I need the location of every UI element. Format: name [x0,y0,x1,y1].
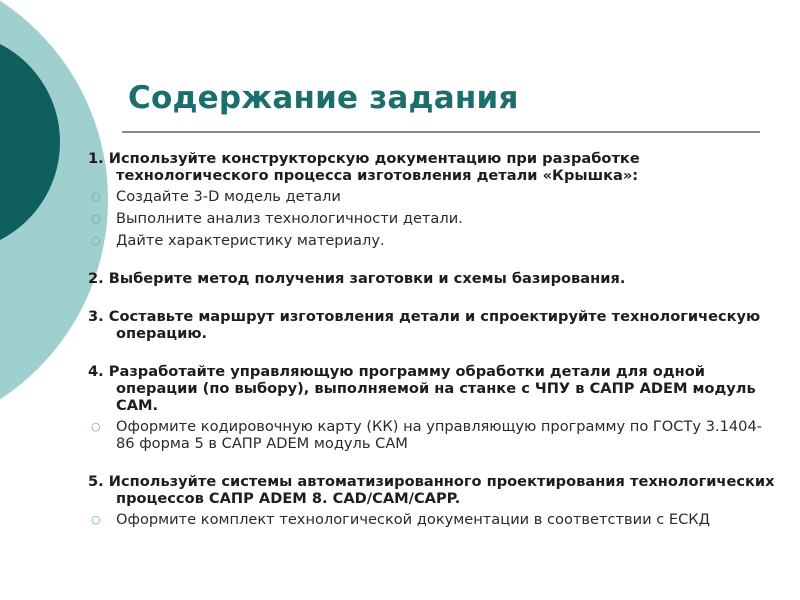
bullet-list [88,188,778,249]
section-5 [88,473,778,528]
section-heading: 1. Используйте конструкторскую документацию при разработке технологического процесса изготовления детали «Крышка»: [88,150,640,184]
section-3 [88,308,778,342]
bullet-item [88,232,778,249]
section-4 [88,363,778,452]
bullet-text: Создайте 3-D модель детали [116,188,341,205]
section-heading: 3. Составьте маршрут изготовления детали и спроектируйте технологическую операцию. [88,308,761,342]
section-heading: 5. Используйте системы автоматизированного проектирования технологических процессов САПР ADEM 8. CAD/CAM/CAPP. [88,473,775,507]
bullet-text: Оформите кодировочную карту (КК) на управляющую программу по ГОСТу 3.1404-86 форма 5 в САПР ADEM модуль САМ [116,418,762,452]
hollow-circle-bullet-icon: ○ [91,212,101,225]
bullet-item [88,188,778,205]
bullet-item [88,511,778,528]
hollow-circle-bullet-icon: ○ [91,420,101,433]
section-heading: 4. Разработайте управляющую программу обработки детали для одной операции (по выбору), выполняемой на станке с ЧПУ в САПР ADEM модуль САМ. [88,363,756,414]
bullet-list [88,418,778,452]
title-divider [122,131,760,133]
bullet-text: Оформите комплект технологической документации в соответствии с ЕСКД [116,511,711,528]
section-2 [88,270,778,287]
bullet-list [88,511,778,528]
bullet-text: Выполните анализ технологичности детали. [116,210,463,227]
bullet-item [88,210,778,227]
bullet-item [88,418,778,452]
bullet-text: Дайте характеристику материалу. [116,232,385,249]
section-1 [88,150,778,249]
task-content [88,150,778,549]
slide-title: Содержание задания [128,80,519,116]
section-heading: 2. Выберите метод получения заготовки и схемы базирования. [88,270,626,287]
hollow-circle-bullet-icon: ○ [91,234,101,247]
hollow-circle-bullet-icon: ○ [91,190,101,203]
hollow-circle-bullet-icon: ○ [91,513,101,526]
